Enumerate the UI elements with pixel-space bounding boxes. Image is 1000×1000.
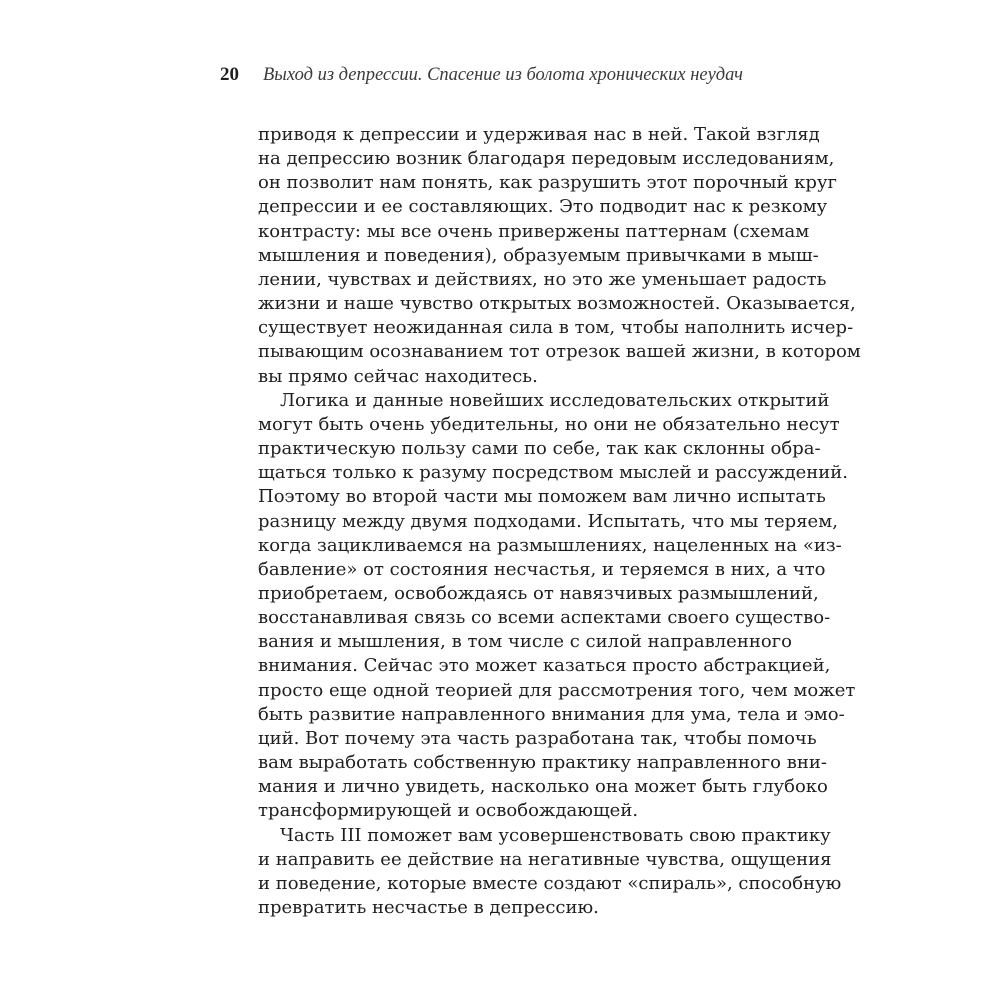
text-line: щаться только к разуму посредством мыслей и рассуждений. [258, 462, 849, 484]
text-line: контрасту: мы все очень привержены паттернам (схемам [258, 220, 810, 242]
text-line: пывающим осознаванием тот отрезок вашей жизни, в котором [258, 341, 861, 363]
text-line: превратить несчастье в депрессию. [258, 897, 599, 918]
text-line: и поведение, которые вместе создают «спираль», способную [258, 872, 842, 894]
text-line: просто еще одной теорией для рассмотрения того, чем может [258, 679, 856, 701]
text-line: депрессии и ее составляющих. Это подводит нас к резкому [258, 196, 828, 218]
text-line: мышления и поведения), образуемым привычками в мыш- [258, 244, 819, 266]
running-header [220, 64, 743, 94]
body-text [258, 123, 861, 920]
text-line: когда зацикливаемся на размышлениях, нацеленных на «из- [258, 534, 842, 556]
text-line: Поэтому во второй части мы поможем вам лично испытать [258, 486, 826, 508]
page-number: 20 [220, 64, 239, 85]
running-title: Выход из депрессии. Спасение из болота хронических неудач [263, 65, 743, 85]
text-line: быть развитие направленного внимания для ума, тела и эмо- [258, 703, 845, 725]
text-line: могут быть очень убедительны, но они не обязательно несут [258, 413, 840, 435]
paragraph-1 [258, 123, 861, 389]
text-line: разницу между двумя подходами. Испытать, что мы теряем, [258, 510, 838, 532]
text-line: жизни и наше чувство открытых возможностей. Оказывается, [258, 293, 856, 315]
text-line: вания и мышления, в том числе с силой направленного [258, 631, 792, 653]
text-line: лении, чувствах и действиях, но это же уменьшает радость [258, 268, 827, 290]
text-line: вы прямо сейчас находитесь. [258, 365, 538, 387]
paragraph-3 [258, 824, 842, 921]
text-line: трансформирующей и освобождающей. [258, 800, 639, 822]
text-line: внимания. Сейчас это может казаться просто абстракцией, [258, 655, 831, 677]
text-line: Логика и данные новейших исследовательских открытий [280, 389, 830, 411]
text-line: он позволит нам понять, как разрушить этот порочный круг [258, 172, 837, 194]
text-line: на депрессию возник благодаря передовым исследованиям, [258, 148, 835, 170]
text-line: восстанавливая связь со всеми аспектами своего существо- [258, 607, 831, 629]
paragraph-2 [258, 389, 856, 824]
text-line: вам выработать собственную практику направленного вни- [258, 752, 827, 774]
text-line: и направить ее действие на негативные чувства, ощущения [258, 848, 832, 870]
text-line: практическую пользу сами по себе, так как склонны обра- [258, 438, 821, 460]
text-line: приводя к депрессии и удерживая нас в ней. Такой взгляд [258, 124, 820, 145]
text-line: ций. Вот почему эта часть разработана так, чтобы помочь [258, 727, 817, 749]
text-line: мания и лично увидеть, насколько она может быть глубоко [258, 776, 828, 798]
text-line: существует неожиданная сила в том, чтобы наполнить исчер- [258, 317, 854, 339]
text-line: Часть III поможет вам усовершенствовать свою практику [280, 824, 831, 846]
text-line: бавление» от состояния несчастья, и теряемся в них, а что [258, 558, 826, 580]
text-line: приобретаем, освобождаясь от навязчивых размышлений, [258, 582, 819, 604]
